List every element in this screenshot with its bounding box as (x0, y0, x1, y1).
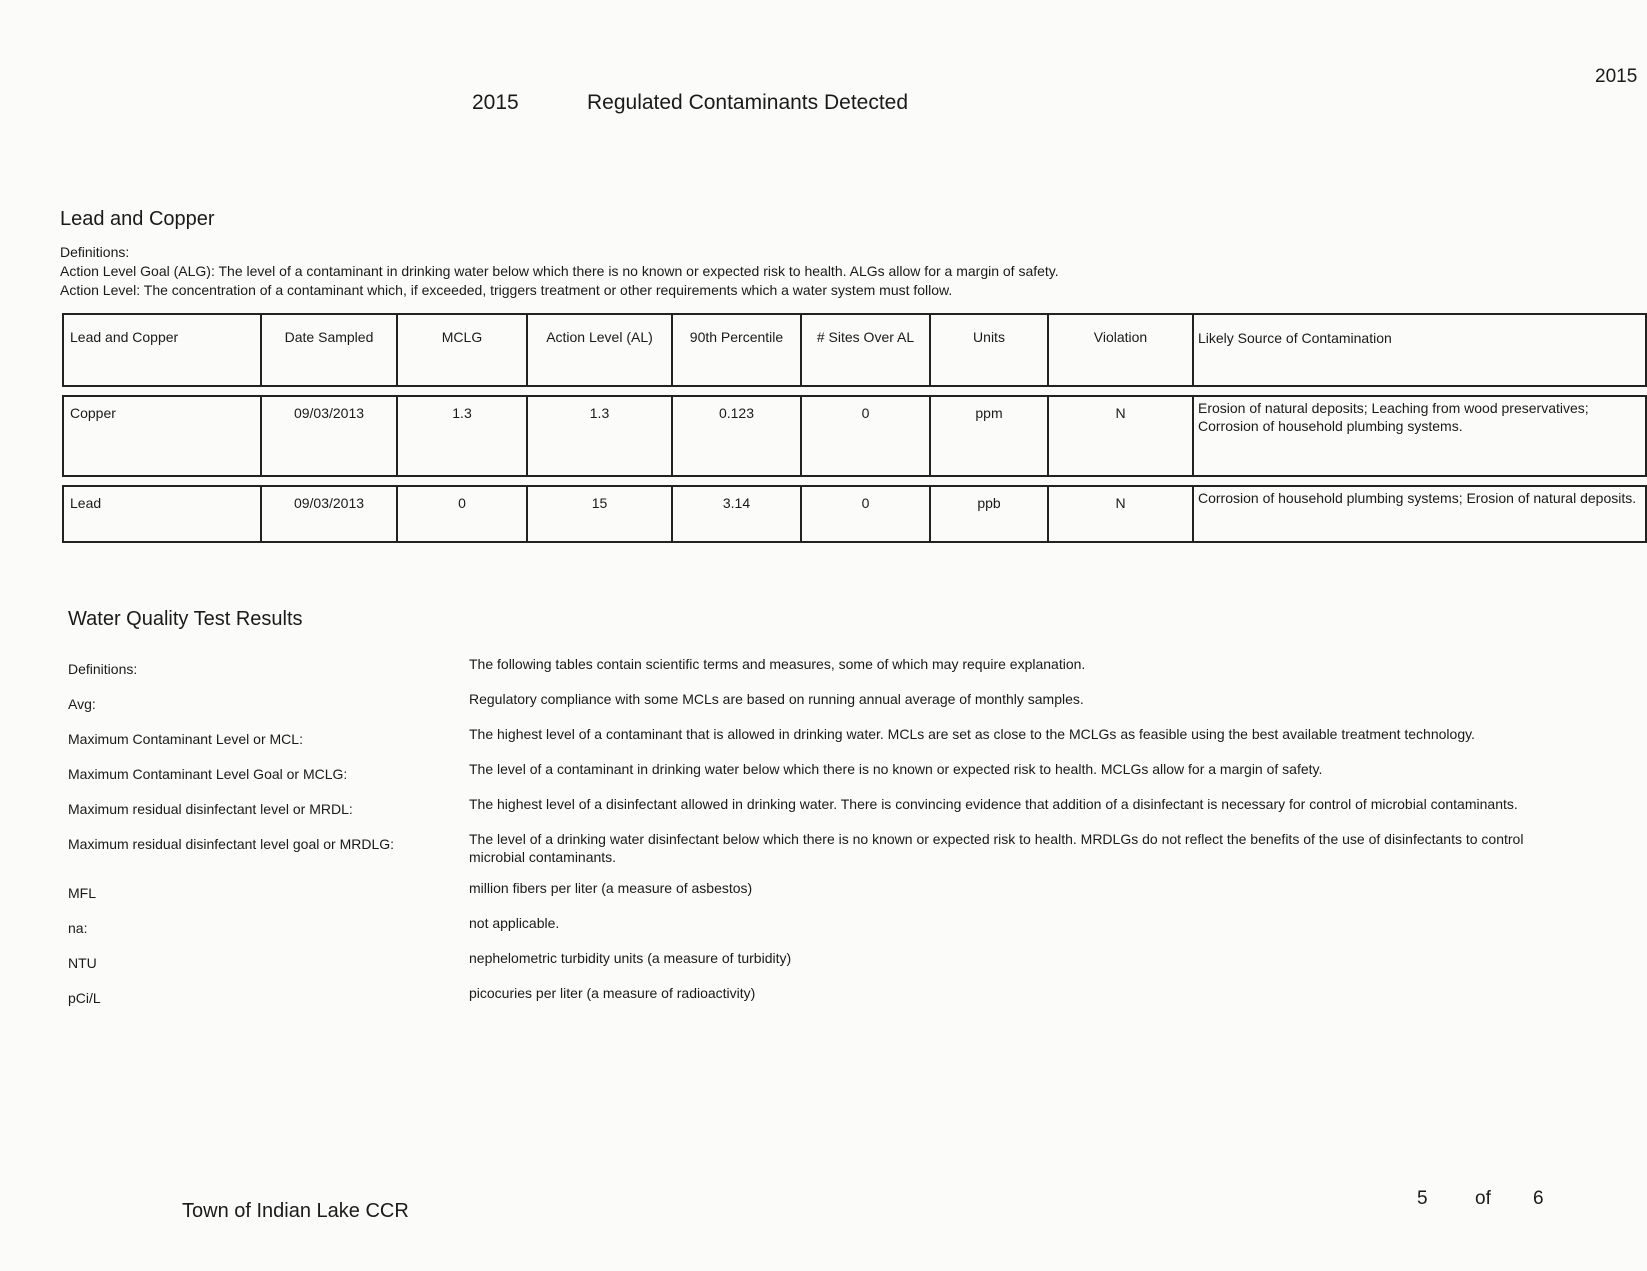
table-header-row (63, 314, 1646, 386)
definition-text: million fibers per liter (a measure of asbestos) (469, 880, 753, 897)
footer-org: Town of Indian Lake CCR (182, 1200, 409, 1222)
definition-row (68, 760, 1548, 782)
header-cell: 90th Percentile (672, 314, 801, 386)
header-cell: MCLG (397, 314, 527, 386)
water-quality-section-title: Water Quality Test Results (68, 608, 303, 630)
table-cell: 1.3 (527, 396, 672, 476)
header-cell: # Sites Over AL (801, 314, 930, 386)
table-row-lead (63, 486, 1646, 542)
page-of-label: of (1475, 1188, 1491, 1209)
header-cell: Action Level (AL) (527, 314, 672, 386)
definition-alg: Action Level Goal (ALG): The level of a contaminant in drinking water below which there is no known or expected risk to health. ALGs allow for a margin of safety. (60, 263, 1059, 279)
definition-text: not applicable. (469, 915, 560, 932)
header-cell: Lead and Copper (63, 314, 261, 386)
table-cell: 0 (397, 486, 527, 542)
table-cell: ppm (930, 396, 1048, 476)
table-row-copper (63, 396, 1646, 476)
table-cell: 09/03/2013 (261, 396, 397, 476)
table-cell: 0 (801, 486, 930, 542)
table-cell: Lead (63, 486, 261, 542)
table-cell: 3.14 (672, 486, 801, 542)
table-cell: 1.3 (397, 396, 527, 476)
table-cell: 15 (527, 486, 672, 542)
corner-year: 2015 (1595, 66, 1638, 87)
header-cell: Likely Source of Contamination (1193, 314, 1646, 386)
lead-copper-section-title: Lead and Copper (60, 208, 215, 230)
table-cell: 0.123 (672, 396, 801, 476)
header-cell: Date Sampled (261, 314, 397, 386)
page-total: 6 (1533, 1188, 1544, 1209)
definition-row (68, 914, 1548, 936)
page-number: 5 (1417, 1188, 1428, 1209)
definition-term: pCi/L (68, 990, 101, 1007)
definition-text: The level of a drinking water disinfectant below which there is no known or expected risk to health. MRDLGs do not reflect the benefits of the use of disinfectants to control microbial contaminants. (469, 831, 1524, 866)
definition-row (68, 655, 1548, 677)
definition-term: Maximum residual disinfectant level or MRDL: (68, 801, 353, 817)
definition-text: The highest level of a contaminant that is allowed in drinking water. MCLs are set as close to the MCLGs as feasible using the best available treatment technology. (469, 726, 1475, 742)
table-cell: ppb (930, 486, 1048, 542)
water-quality-definitions (68, 655, 1548, 1019)
definition-term: na: (68, 920, 88, 937)
definition-text: picocuries per liter (a measure of radioactivity) (469, 985, 756, 1002)
definition-row (68, 879, 1548, 901)
definition-text: nephelometric turbidity units (a measure of turbidity) (469, 950, 792, 967)
page-title: Regulated Contaminants Detected (587, 91, 909, 114)
definition-term: Maximum Contaminant Level or MCL: (68, 731, 303, 747)
definition-term: Avg: (68, 696, 96, 712)
table-cell: N (1048, 486, 1193, 542)
definition-term: MFL (68, 885, 96, 902)
definition-row (68, 725, 1548, 747)
definition-term: Maximum residual disinfectant level goal or MRDLG: (68, 836, 395, 852)
definition-text: The level of a contaminant in drinking water below which there is no known or expected risk to health. MCLGs allow for a margin of safety. (469, 761, 1323, 777)
definition-term: Maximum Contaminant Level Goal or MCLG: (68, 766, 348, 782)
table-cell: 0 (801, 396, 930, 476)
lead-copper-definitions-label: Definitions: (60, 244, 130, 260)
definition-term: Definitions: (68, 661, 138, 677)
definition-text: The highest level of a disinfectant allowed in drinking water. There is convincing evidence that addition of a disinfectant is necessary for control of microbial contaminants. (469, 796, 1518, 812)
definition-row (68, 795, 1548, 817)
definition-row (68, 830, 1548, 866)
header-year: 2015 (472, 91, 519, 114)
definition-row (68, 949, 1548, 971)
table-cell: Copper (63, 396, 261, 476)
table-cell: Erosion of natural deposits; Leaching from wood preservatives; Corrosion of household plumbing systems. (1193, 396, 1646, 476)
header-cell: Units (930, 314, 1048, 386)
definition-action-level: Action Level: The concentration of a contaminant which, if exceeded, triggers treatment or other requirements which a water system must follow. (60, 282, 953, 298)
header-cell: Violation (1048, 314, 1193, 386)
table-cell: Corrosion of household plumbing systems; Erosion of natural deposits. (1193, 486, 1646, 542)
definition-term: NTU (68, 955, 97, 972)
lead-copper-table (62, 313, 1647, 543)
definition-row (68, 690, 1548, 712)
definition-row (68, 984, 1548, 1006)
table-cell: 09/03/2013 (261, 486, 397, 542)
table-cell: N (1048, 396, 1193, 476)
definition-text: The following tables contain scientific terms and measures, some of which may require explanation. (469, 656, 1086, 672)
definition-text: Regulatory compliance with some MCLs are based on running annual average of monthly samples. (469, 691, 1084, 707)
